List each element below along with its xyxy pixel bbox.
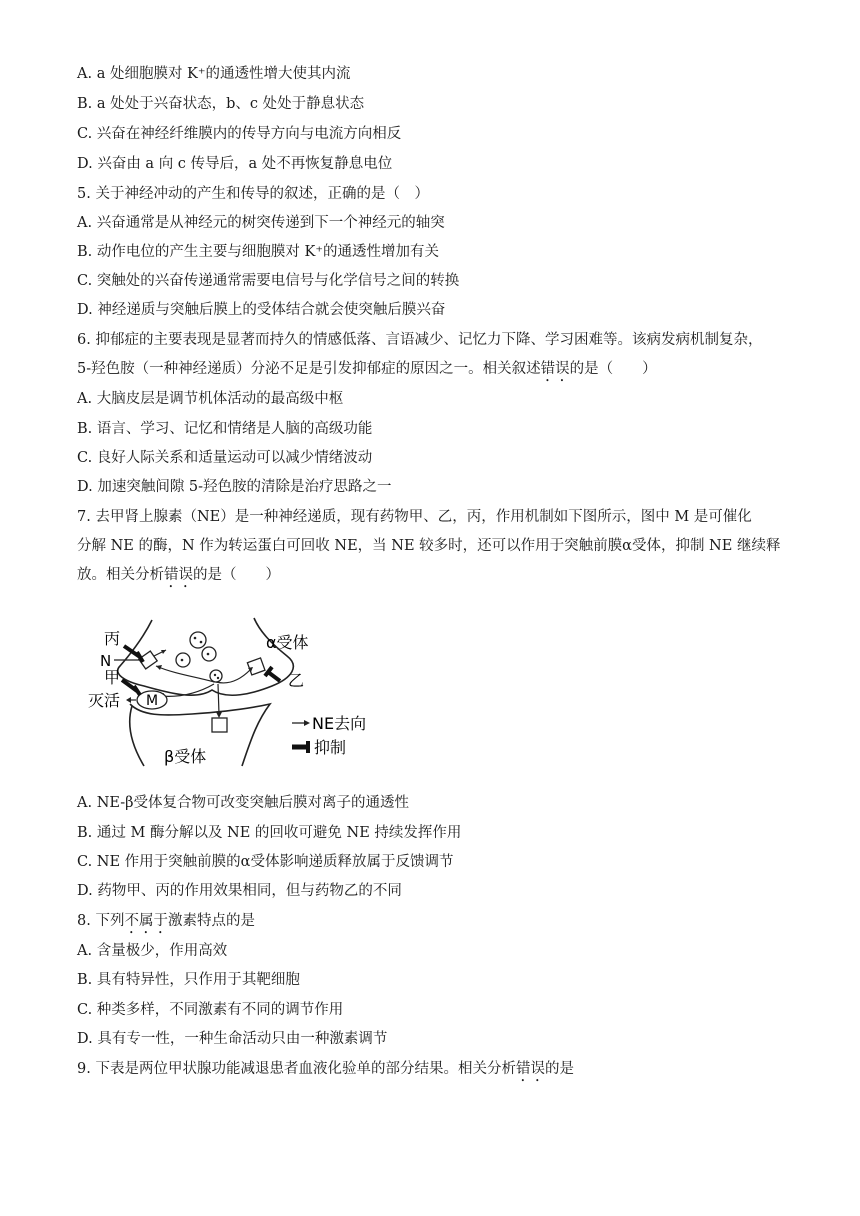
postsynaptic-membrane-left bbox=[130, 706, 144, 766]
q5-option-b: B. 动作电位的产生主要与细胞膜对 K⁺的通透性增加有关 bbox=[77, 244, 439, 260]
q4-option-c: C. 兴奋在神经纤维膜内的传导方向与电流方向相反 bbox=[77, 126, 402, 142]
q4-option-a: A. a 处细胞膜对 K⁺的通透性增大使其内流 bbox=[77, 66, 351, 82]
q8-stem-text: 8. 下列 bbox=[77, 913, 125, 929]
vesicle-dot bbox=[217, 677, 219, 679]
vesicle-dot bbox=[200, 641, 203, 644]
q7-option-a: A. NE-β受体复合物可改变突触后膜对离子的通透性 bbox=[77, 795, 410, 811]
bing-label: 丙 bbox=[104, 629, 121, 648]
q7-option-d: D. 药物甲、丙的作用效果相同，但与药物乙的不同 bbox=[77, 883, 402, 899]
vesicle-release bbox=[210, 670, 222, 682]
vesicle-dot bbox=[214, 674, 216, 676]
vesicle-dot bbox=[194, 637, 197, 640]
q8-stem bbox=[77, 911, 255, 937]
q6-option-d: D. 加速突触间隙 5-羟色胺的清除是治疗思路之一 bbox=[77, 479, 392, 495]
ne-flow-arrow bbox=[160, 684, 214, 696]
yi-inhibit-icon bbox=[265, 667, 280, 681]
q8-option-a: A. 含量极少，作用高效 bbox=[77, 943, 228, 959]
vesicle-dot bbox=[207, 653, 210, 656]
q7-option-c: C. NE 作用于突触前膜的α受体影响递质释放属于反馈调节 bbox=[77, 854, 454, 870]
q6-stem-text: 5-羟色胺（一种神经递质）分泌不足是引发抑郁症的原因之一。相关叙述 bbox=[77, 361, 541, 377]
q6-option-c: C. 良好人际关系和适量运动可以减少情绪波动 bbox=[77, 450, 373, 466]
q6-option-a: A. 大脑皮层是调节机体活动的最高级中枢 bbox=[77, 391, 344, 407]
q8-stem-tail: 激素特点的是 bbox=[167, 913, 255, 929]
jia-label: 甲 bbox=[104, 668, 121, 687]
m-label: M bbox=[145, 693, 159, 709]
legend-arrow-label: NE去向 bbox=[312, 714, 367, 733]
q4-option-d: D. 兴奋由 a 向 c 传导后，a 处不再恢复静息电位 bbox=[77, 156, 393, 172]
q7-stem-text: 放。相关分析 bbox=[77, 567, 164, 583]
q5-option-a: A. 兴奋通常是从神经元的树突传递到下一个神经元的轴突 bbox=[77, 215, 445, 231]
ne-flow-arrow bbox=[156, 666, 214, 682]
alpha-receptor bbox=[247, 658, 265, 675]
q6-option-b: B. 语言、学习、记忆和情绪是人脑的高级功能 bbox=[77, 421, 373, 437]
q6-emphasis: 错误 bbox=[540, 361, 570, 377]
q7-option-b: B. 通过 M 酶分解以及 NE 的回收可避免 NE 持续发挥作用 bbox=[77, 825, 462, 841]
miehuo-label: 灭活 bbox=[88, 691, 121, 710]
q8-option-b: B. 具有特异性，只作用于其靶细胞 bbox=[77, 972, 300, 988]
q5-option-d: D. 神经递质与突触后膜上的受体结合就会使突触后膜兴奋 bbox=[77, 302, 446, 318]
beta-receptor-label: β受体 bbox=[164, 747, 207, 766]
q6-stem-line2 bbox=[77, 359, 657, 385]
legend bbox=[292, 714, 366, 757]
q4-option-b: B. a 处处于兴奋状态，b、c 处处于静息状态 bbox=[77, 96, 365, 112]
q7-stem-line1: 7. 去甲肾上腺素（NE）是一种神经递质，现有药物甲、乙，丙，作用机制如下图所示，图中 M 是可催化 bbox=[77, 509, 752, 525]
q9-stem-text: 9. 下表是两位甲状腺功能减退患者血液化验单的部分结果。相关分析 bbox=[77, 1061, 516, 1077]
vesicle-dot bbox=[181, 659, 184, 662]
q7-stem-line3 bbox=[77, 565, 280, 591]
q8-option-d: D. 具有专一性，一种生命活动只由一种激素调节 bbox=[77, 1031, 388, 1047]
q9-emphasis: 错误 bbox=[515, 1061, 545, 1077]
arrowhead bbox=[216, 712, 222, 718]
q7-stem-line2: 分解 NE 的酶，N 作为转运蛋白可回收 NE，当 NE 较多时，还可以作用于突触前膜α受体，抑制 NE 继续释 bbox=[77, 538, 781, 554]
q6-stem-tail: 的是（ ） bbox=[569, 361, 657, 377]
synapse-svg bbox=[82, 616, 392, 776]
q5-option-c: C. 突触处的兴奋传递通常需要电信号与化学信号之间的转换 bbox=[77, 273, 460, 289]
n-label: N bbox=[100, 652, 112, 670]
legend-inhibit-label: 抑制 bbox=[314, 738, 347, 757]
q6-stem-line1: 6. 抑郁症的主要表现是显著而持久的情感低落、言语减少、记忆力下降、学习困难等。该病发病机制复杂， bbox=[77, 332, 763, 348]
q5-stem: 5. 关于神经冲动的产生和传导的叙述，正确的是（ ） bbox=[77, 186, 429, 202]
vesicle bbox=[190, 632, 206, 648]
arrowhead bbox=[126, 697, 131, 703]
legend-arrowhead bbox=[304, 720, 310, 726]
q7-stem-tail: 的是（ ） bbox=[193, 567, 280, 583]
q8-emphasis: 不属于 bbox=[124, 913, 168, 929]
q7-emphasis: 错误 bbox=[164, 567, 193, 583]
synapse-diagram bbox=[82, 616, 392, 776]
ne-flow-arrow bbox=[218, 684, 219, 714]
q8-option-c: C. 种类多样，不同激素有不同的调节作用 bbox=[77, 1002, 344, 1018]
yi-label: 乙 bbox=[288, 671, 305, 690]
beta-receptor bbox=[212, 718, 227, 732]
alpha-receptor-label: α受体 bbox=[266, 633, 309, 652]
q9-stem bbox=[77, 1059, 574, 1085]
q9-stem-tail: 的是 bbox=[544, 1061, 574, 1077]
